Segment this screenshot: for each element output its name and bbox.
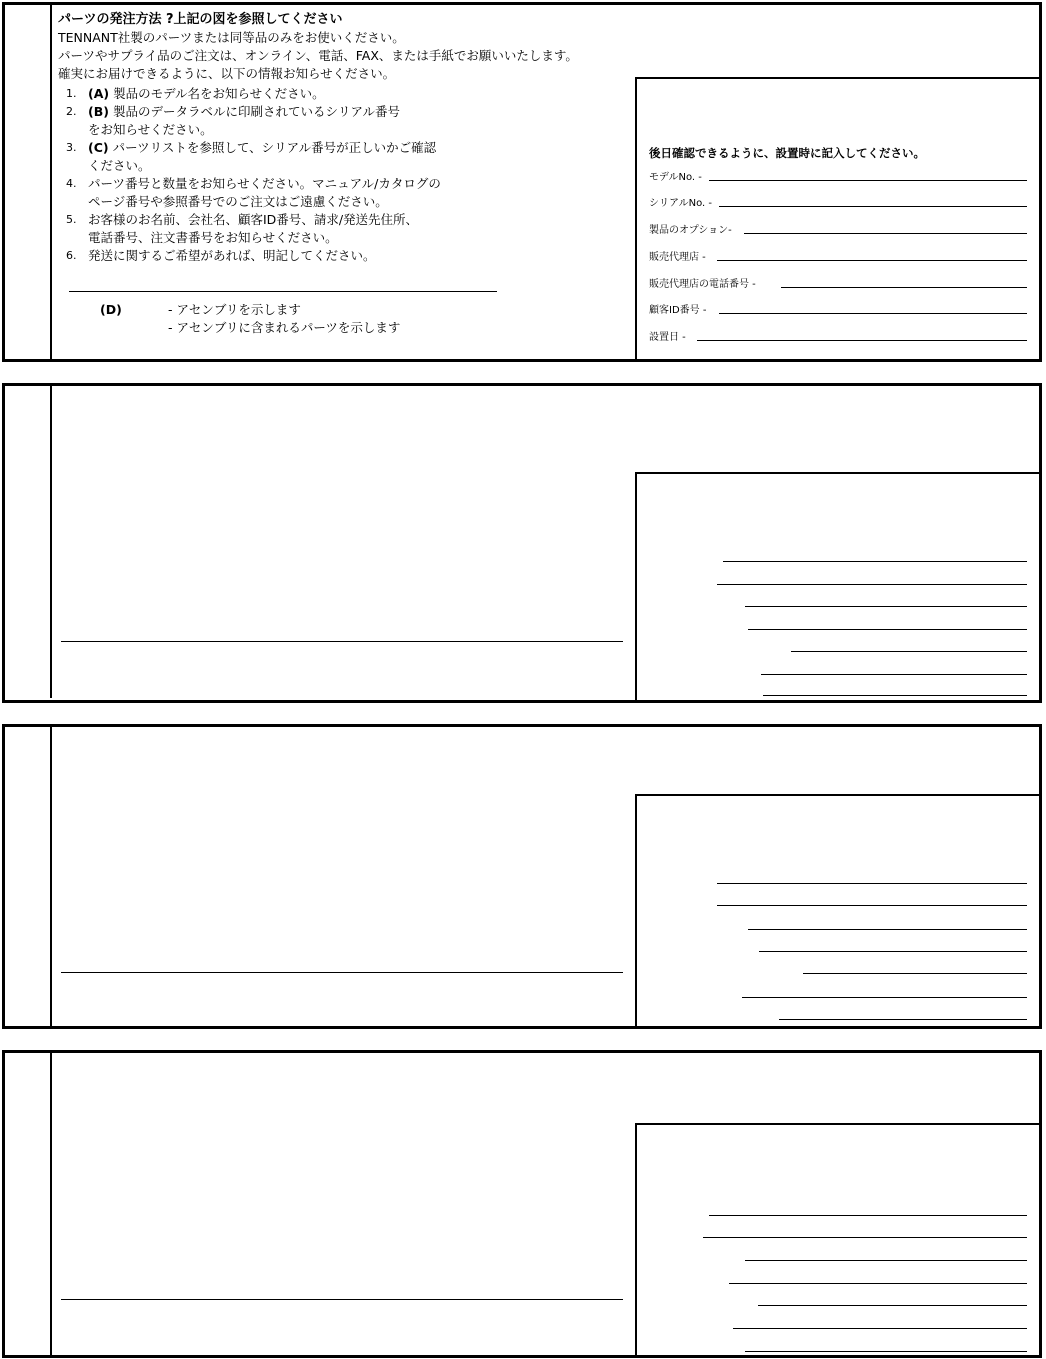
panel-side-strip <box>50 5 52 359</box>
blank-line <box>763 695 1027 696</box>
blank-line <box>742 997 1027 998</box>
intro-line: TENNANT社製のパーツまたは同等品のみをお使いください。 <box>58 30 405 45</box>
step-item: 5. お客様のお名前、会社名、顧客ID番号、請求/発送先住所、 電話番号、注文書番号をお知らせください。 <box>66 212 419 245</box>
blank-line <box>709 1215 1027 1216</box>
panel-side-strip <box>50 727 52 1026</box>
divider-line <box>61 1299 623 1300</box>
blank-line <box>717 905 1027 906</box>
blank-line <box>748 929 1027 930</box>
step-item: 1. (A) 製品のモデル名をお知らせください。 <box>66 86 325 101</box>
panel-side-strip <box>50 1053 52 1355</box>
record-box-blank <box>635 1123 1042 1358</box>
record-box <box>635 77 1042 362</box>
blank-line <box>745 1260 1027 1261</box>
serial-no-field[interactable]: シリアルNo. - <box>649 195 1027 209</box>
install-date-field[interactable]: 設置日 - <box>649 329 1027 343</box>
customer-id-field[interactable]: 顧客ID番号 - <box>649 302 1027 316</box>
step-item: 4. パーツ番号と数量をお知らせください。マニュアル/カタログの ページ番号や参照番号でのご注文はご遠慮ください。 <box>66 176 441 209</box>
blank-line <box>745 1351 1027 1352</box>
product-options-field[interactable]: 製品のオプション- <box>649 222 1027 236</box>
blank-line <box>733 1328 1027 1329</box>
blank-line <box>717 584 1027 585</box>
step-item: 6. 発送に関するご希望があれば、明記してください。 <box>66 248 376 263</box>
record-box-blank <box>635 794 1042 1029</box>
legend-divider <box>69 291 497 292</box>
instruction-panel <box>2 2 1042 362</box>
divider-line <box>61 972 623 973</box>
step-item: 2. (B) 製品のデータラベルに印刷されているシリアル番号 をお知らせください。 <box>66 104 400 137</box>
intro-line: パーツやサプライ品のご注文は、オンライン、電話、FAX、または手紙でお願いいたします。 <box>58 48 578 63</box>
legend-item: - アセンブリに含まれるパーツを示します <box>168 320 401 335</box>
blank-line <box>779 1019 1027 1020</box>
ordering-instructions <box>58 11 628 265</box>
intro-line: 確実にお届けできるように、以下の情報お知らせください。 <box>58 66 396 81</box>
instructions-title: パーツの発注方法 ?上記の図を参照してください <box>58 12 343 27</box>
dealer-phone-field[interactable]: 販売代理店の電話番号 - <box>649 276 1027 290</box>
blank-line <box>761 674 1027 675</box>
step-item: 3. (C) パーツリストを参照して、シリアル番号が正しいかご確認 ください。 <box>66 140 437 173</box>
divider-line <box>61 641 623 642</box>
model-no-field[interactable]: モデルNo. - <box>649 169 1027 183</box>
panel-side-strip <box>50 386 52 698</box>
steps-list <box>58 85 628 265</box>
blank-line <box>748 629 1027 630</box>
blank-line <box>703 1237 1027 1238</box>
blank-line <box>745 606 1027 607</box>
record-box-blank <box>635 472 1042 703</box>
blank-line <box>717 883 1027 884</box>
blank-line <box>803 973 1027 974</box>
blank-line <box>759 951 1027 952</box>
legend-item: - アセンブリを示します <box>168 302 301 317</box>
blank-panel <box>2 1050 1042 1358</box>
blank-panel <box>2 383 1042 703</box>
blank-line <box>729 1283 1027 1284</box>
blank-line <box>758 1305 1027 1306</box>
record-heading: 後日確認できるように、設置時に記入してください。 <box>649 146 925 160</box>
blank-panel <box>2 724 1042 1029</box>
blank-line <box>723 561 1027 562</box>
dealer-field[interactable]: 販売代理店 - <box>649 249 1027 263</box>
legend-label: (D) <box>100 302 122 317</box>
blank-line <box>791 651 1027 652</box>
